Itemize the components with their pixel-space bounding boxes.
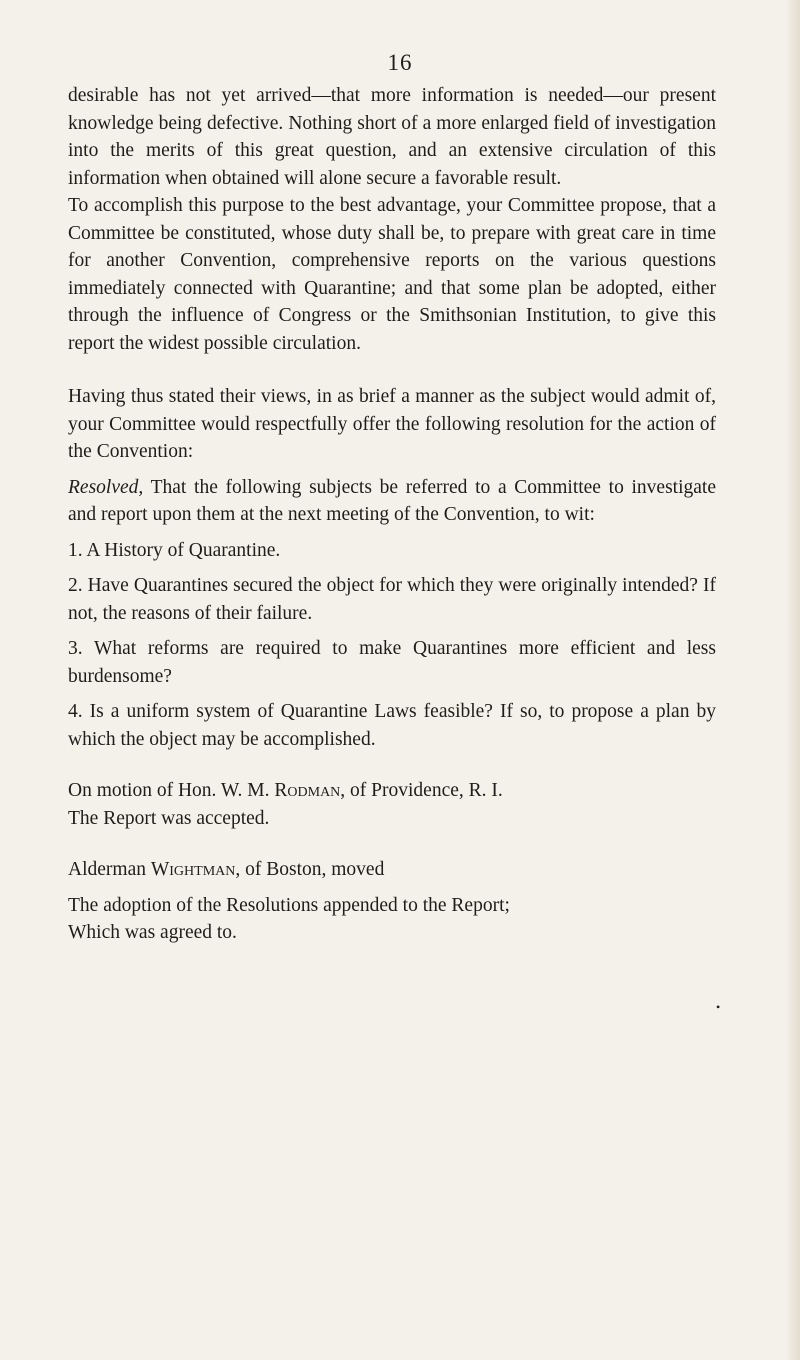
motion-suffix: , of Providence, R. I.	[340, 780, 503, 801]
alderman-name: Wightman	[150, 859, 236, 880]
alderman-prefix: Alderman	[68, 859, 151, 880]
paragraph-agreed: Which was agreed to.	[68, 922, 237, 943]
motion-prefix: On motion of Hon. W. M.	[68, 780, 275, 801]
paragraph-motion	[68, 777, 716, 805]
page-body	[68, 82, 716, 947]
resolved-word: Resolved,	[68, 476, 144, 498]
list-item-3: 3. What reforms are required to make Quarantines more efficient and less burdensome?	[68, 638, 716, 687]
paragraph-alderman	[68, 856, 716, 884]
motion-name: Rodman	[274, 780, 341, 801]
margin-mark: •	[716, 1000, 721, 1014]
paragraph-accepted: The Report was accepted.	[68, 807, 270, 829]
list-item-4: 4. Is a uniform system of Quarantine Laws feasible? If so, to propose a plan by which the object may be accomplished.	[68, 701, 716, 750]
resolved-text: That the following subjects be referred to a Committee to investigate and report upon them at the next meeting of the Convention, to wit:	[68, 476, 716, 525]
paragraph-purpose: To accomplish this purpose to the best advantage, your Committee propose, that a Committee be constituted, whose duty shall be, to prepare with great care in time for another Convention, comprehensive reports on the various questions immediately connected with Quarantine; and that some plan be adopted, either through the influence of Congress or the Smithsonian Institution, to give this report the widest possible circulation.	[68, 195, 716, 354]
paragraph-intro: desirable has not yet arrived—that more information is needed—our present knowledge being defective. Nothing short of a more enlarged field of investigation into the merits of this great question, and an extensive circulation of this information when obtained will alone secure a favorable result.	[68, 85, 716, 189]
paragraph-adoption: The adoption of the Resolutions appended to the Report;	[68, 894, 510, 916]
list-item-2: 2. Have Quarantines secured the object for which they were originally intended? If not, the reasons of their failure.	[68, 575, 716, 624]
paragraph-views: Having thus stated their views, in as brief a manner as the subject would admit of, your Committee would respectfully offer the following resolution for the action of the Convention:	[68, 386, 716, 462]
alderman-suffix: , of Boston, moved	[235, 859, 385, 880]
paragraph-resolved	[68, 474, 716, 529]
list-item-1: 1. A History of Quarantine.	[68, 539, 281, 561]
page-edge-shadow	[786, 0, 800, 1360]
page-number: 16	[387, 50, 413, 75]
